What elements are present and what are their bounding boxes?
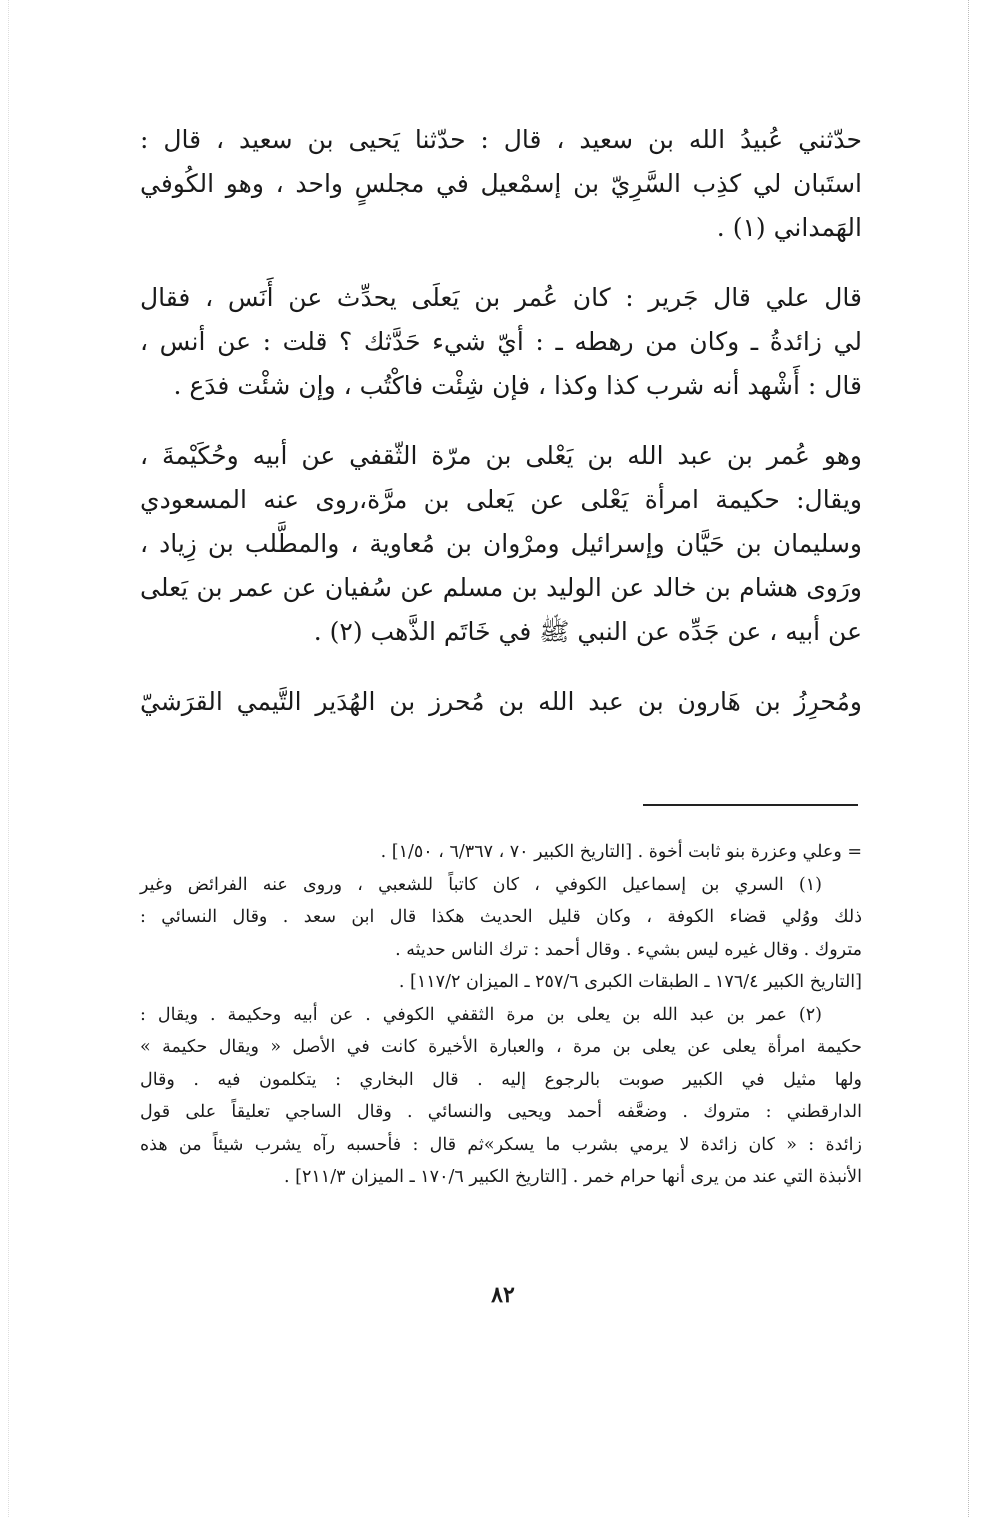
- footnote-line: (١) السري بن إسماعيل الكوفي ، كان كاتباً للشعبي ، وروى عنه الفرائض وغير: [140, 874, 822, 895]
- text-line: حدّثني عُبيدُ الله بن سعيد ، قال : حدّثنا يَحيى بن سعيد ، قال :: [140, 125, 862, 154]
- text-line: لي زائدةُ ـ وكان من رهطه ـ : أيّ شيء حَدَّثك ؟ قلت : عن أنس ،: [140, 327, 862, 356]
- footnote-line: حكيمة امرأة يعلى عن يعلى بن مرة ، والعبارة الأخيرة كانت في الأصل « ويقال حكيمة »: [140, 1037, 862, 1057]
- footnote-line: (٢) عمر بن عبد الله بن يعلى بن مرة الثقفي الكوفي . عن أبيه وحكيمة . ويقال :: [140, 1004, 822, 1025]
- footnote-separator: [643, 804, 858, 806]
- text-line: وسليمان بن حَيَّان وإسرائيل ومرْوان بن مُعاوية ، والمطَّلب بن زِياد ،: [140, 529, 862, 558]
- footnote-line: زائدة : « كان زائدة لا يرمي بشرب ما يسكر»ثم قال : فأحسبه رآه يشرب شيئاً من هذه: [140, 1134, 862, 1155]
- footnote-citation: [التاريخ الكبير ١٧٦/٤ ـ الطبقات الكبرى ٢٥٧/٦ ـ الميزان ١١٧/٢] .: [398, 972, 862, 992]
- text-line: قال علي قال جَرير : كان عُمر بن يَعلَى يحدِّث عن أَنَس ، فقال: [140, 283, 862, 312]
- footnote-line: ذلك ووُلي قضاء الكوفة ، وكان قليل الحديث هكذا قال ابن سعد . وقال النسائي :: [140, 907, 862, 927]
- footnote-line: ولها مثيل في الكبير صوبت بالرجوع إليه . قال البخاري : يتكلمون فيه . وقال: [140, 1069, 862, 1090]
- footnotes: [140, 836, 862, 1194]
- footnote-continuation: = وعلي وعزرة بنو ثابت أخوة . [التاريخ الكبير ٧٠ ، ٦/٣٦٧ ، ١/٥٠] .: [380, 842, 862, 862]
- page-number: ٨٢: [491, 1282, 515, 1308]
- main-text: [140, 118, 862, 724]
- text-line: الهَمداني (١) .: [716, 213, 862, 242]
- text-line: قال : أَشْهد أنه شرب كذا وكذا ، فإن شِئْت فاكْتُب ، وإن شئْت فدَع .: [173, 371, 862, 400]
- text-line: ومُحرِزُ بن هَارون بن عبد الله بن مُحرز بن الهُدَير التَّيمي القرَشيّ: [140, 687, 862, 716]
- text-line: عن أبيه ، عن جَدِّه عن النبي ﷺ في خَاتَم الذَّهب (٢) .: [313, 617, 862, 646]
- text-line: ورَوى هشام بن خالد عن الوليد بن مسلم عن سُفيان عن عمر بن يَعلى: [140, 573, 862, 602]
- text-line: وهو عُمر بن عبد الله بن يَعْلى بن مرّة الثّقفي عن أبيه وحُكَيْمةَ ،: [140, 441, 862, 470]
- text-line: ويقال: حكيمة امرأة يَعْلى عن يَعلى بن مرَّة،روى عنه المسعودي: [140, 485, 862, 514]
- footnote-line: الأنبذة التي عند من يرى أنها حرام خمر . [التاريخ الكبير ١٧٠/٦ ـ الميزان ٢١١/٣] .: [284, 1167, 862, 1187]
- footnote-line: الدارقطني : متروك . وضعَّفه أحمد ويحيى والنسائي . وقال الساجي تعليقاً على قول: [140, 1102, 862, 1122]
- text-line: استَبان لي كذِب السَّرِيّ بن إسمْعيل في مجلسٍ واحد ، وهو الكُوفي: [140, 169, 862, 198]
- footnote-line: متروك . وقال غيره ليس بشيء . وقال أحمد : ترك الناس حديثه .: [395, 939, 862, 960]
